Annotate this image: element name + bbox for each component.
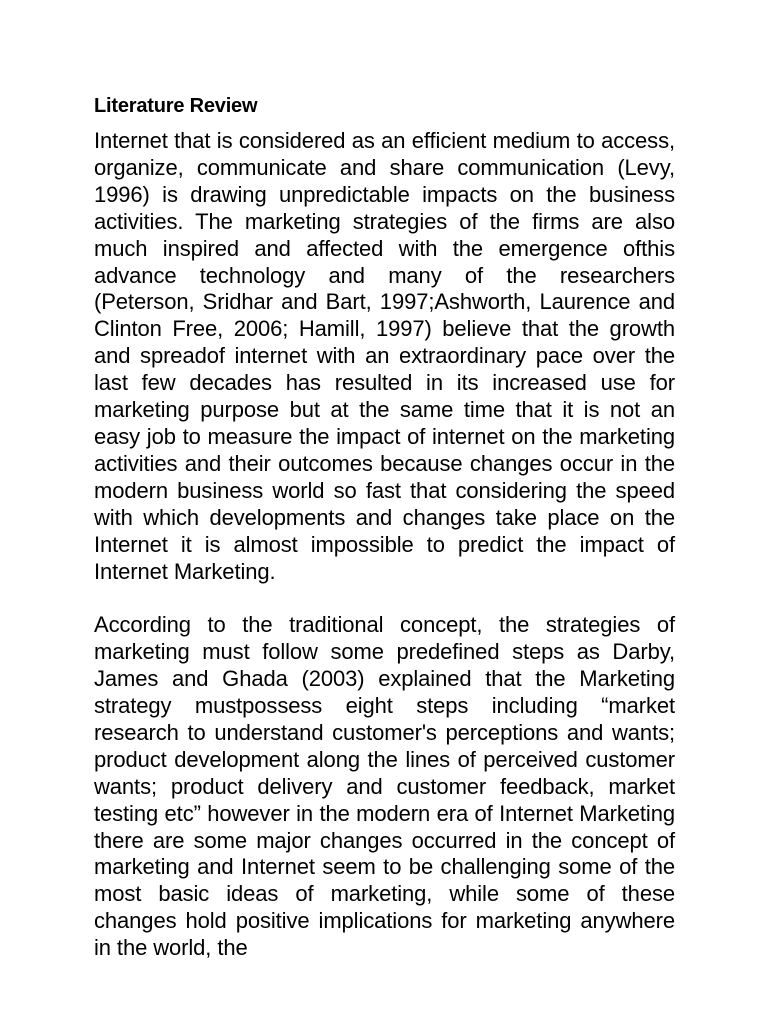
section-heading: Literature Review: [94, 95, 258, 117]
document-body: [94, 93, 675, 962]
paragraph-2: According to the traditional concept, the strategies of marketing must follow some predefined steps as Darby, James and Ghada (2003) explained that the Marketing strategy mustpossess eight steps including “market research to understand customer's perceptions and wants; product development along the lines of perceived customer wants; product delivery and customer feedback, market testing etc” however in the modern era of Internet Marketing there are some major changes occurred in the concept of marketing and Internet seem to be challenging some of the most basic ideas of marketing, while some of these changes hold positive implications for marketing anywhere in the world, the: [94, 612, 675, 961]
paragraph-1: Internet that is considered as an efficient medium to access, organize, communicate and share communication (Levy, 1996) is drawing unpredictable impacts on the business activities. The marketing strategies of the firms are also much inspired and affected with the emergence ofthis advance technology and many of the researchers (Peterson, Sridhar and Bart, 1997;Ashworth, Laurence and Clinton Free, 2006; Hamill, 1997) believe that the growth and spreadof internet with an extraordinary pace over the last few decades has resulted in its increased use for marketing purpose but at the same time that it is not an easy job to measure the impact of internet on the marketing activities and their outcomes because changes occur in the modern business world so fast that considering the speed with which developments and changes take place on the Internet it is almost impossible to predict the impact of Internet Marketing.: [94, 128, 675, 584]
